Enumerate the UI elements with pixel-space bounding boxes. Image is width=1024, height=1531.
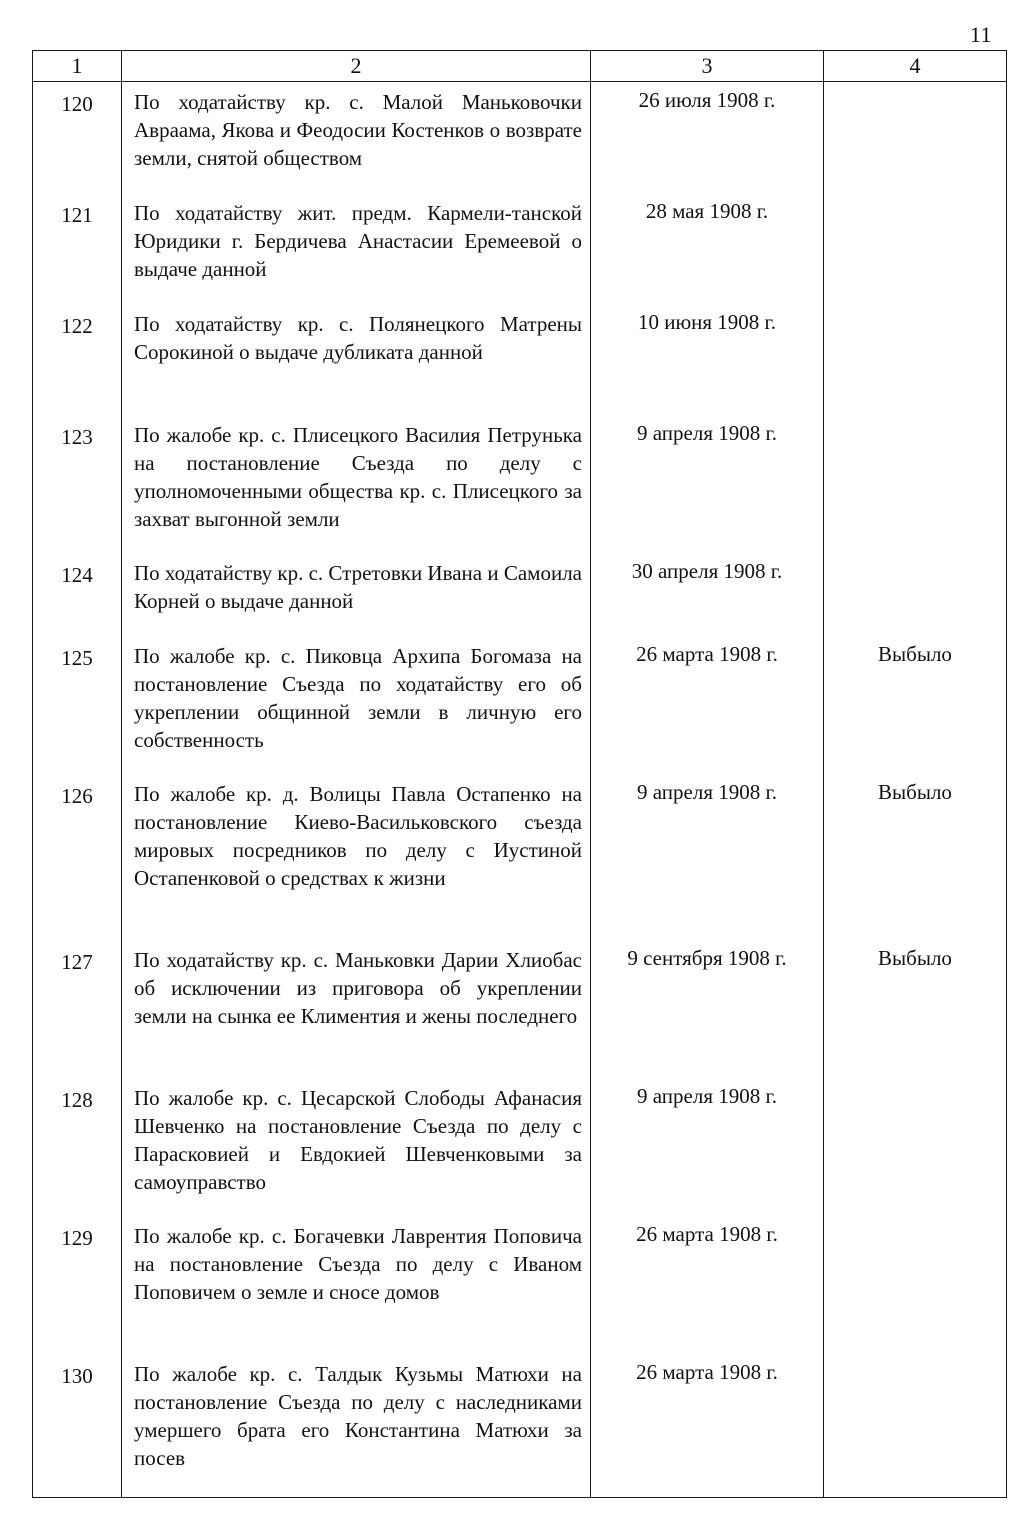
case-description: По ходатайству кр. с. Маньковки Дарии Хлиобас об исключении из приговора об укреплении земли на сынка ее Климентия и жены последнего <box>122 940 591 1078</box>
case-number: 125 <box>33 636 122 774</box>
case-number: 124 <box>33 553 122 636</box>
case-note: Выбыло <box>824 940 1007 1078</box>
case-note <box>824 1216 1007 1354</box>
table-row <box>33 1216 1007 1354</box>
case-description: По ходатайству кр. с. Стретовки Ивана и Самоила Корней о выдаче данной <box>122 553 591 636</box>
header-col-4: 4 <box>824 51 1007 82</box>
case-description: По жалобе кр. с. Богачевки Лаврентия Поповича на постановление Съезда по делу с Иваном Поповичем о земле и сносе домов <box>122 1216 591 1354</box>
header-col-3: 3 <box>591 51 824 82</box>
table-row <box>33 304 1007 415</box>
case-number: 128 <box>33 1078 122 1216</box>
case-date: 9 апреля 1908 г. <box>591 1078 824 1216</box>
case-number: 121 <box>33 193 122 304</box>
table-row <box>33 82 1007 193</box>
case-description: По жалобе кр. с. Пиковца Архипа Богомаза на постановление Съезда по ходатайству его об укреплении общинной земли в личную его собственность <box>122 636 591 774</box>
case-date: 30 апреля 1908 г. <box>591 553 824 636</box>
case-note: Выбыло <box>824 636 1007 774</box>
case-date: 9 апреля 1908 г. <box>591 774 824 940</box>
case-description: По жалобе кр. д. Волицы Павла Остапенко на постановление Киево-Васильковского съезда мировых посредников по делу с Иустиной Остапенковой о средствах к жизни <box>122 774 591 940</box>
page-number: 11 <box>969 22 992 47</box>
case-date: 26 марта 1908 г. <box>591 1216 824 1354</box>
case-date: 9 апреля 1908 г. <box>591 415 824 553</box>
table-row <box>33 553 1007 636</box>
case-number: 127 <box>33 940 122 1078</box>
table-row <box>33 193 1007 304</box>
table-row <box>33 1078 1007 1216</box>
case-description: По ходатайству жит. предм. Кармели-танской Юридики г. Бердичева Анастасии Еремеевой о выдаче данной <box>122 193 591 304</box>
case-number: 122 <box>33 304 122 415</box>
case-note <box>824 553 1007 636</box>
case-number: 129 <box>33 1216 122 1354</box>
table-row <box>33 774 1007 940</box>
table-row <box>33 1354 1007 1498</box>
case-number: 123 <box>33 415 122 553</box>
case-note <box>824 304 1007 415</box>
case-description: По ходатайству кр. с. Полянецкого Матрены Сорокиной о выдаче дубликата данной <box>122 304 591 415</box>
case-note <box>824 1078 1007 1216</box>
case-date: 28 мая 1908 г. <box>591 193 824 304</box>
case-note <box>824 1354 1007 1498</box>
register-table <box>32 50 1007 1498</box>
case-date: 9 сентября 1908 г. <box>591 940 824 1078</box>
case-note: Выбыло <box>824 774 1007 940</box>
table-row <box>33 940 1007 1078</box>
case-note <box>824 193 1007 304</box>
header-row <box>33 51 1007 82</box>
case-date: 26 марта 1908 г. <box>591 636 824 774</box>
case-note <box>824 82 1007 193</box>
case-number: 126 <box>33 774 122 940</box>
header-col-2: 2 <box>122 51 591 82</box>
case-description: По жалобе кр. с. Плисецкого Василия Петрунька на постановление Съезда по делу с уполномоченными общества кр. с. Плисецкого за захват выгонной земли <box>122 415 591 553</box>
table-row <box>33 415 1007 553</box>
case-date: 26 марта 1908 г. <box>591 1354 824 1498</box>
case-description: По жалобе кр. с. Цесарской Слободы Афанасия Шевченко на постановление Съезда по делу с Парасковией и Евдокией Шевченковыми за самоуправство <box>122 1078 591 1216</box>
case-description: По ходатайству кр. с. Малой Маньковочки Авраама, Якова и Феодосии Костенков о возврате земли, снятой обществом <box>122 82 591 193</box>
case-number: 120 <box>33 82 122 193</box>
table-row <box>33 636 1007 774</box>
case-number: 130 <box>33 1354 122 1498</box>
header-col-1: 1 <box>33 51 122 82</box>
case-date: 10 июня 1908 г. <box>591 304 824 415</box>
case-description: По жалобе кр. с. Талдык Кузьмы Матюхи на постановление Съезда по делу с наследниками умершего брата его Константина Матюхи за посев <box>122 1354 591 1498</box>
case-note <box>824 415 1007 553</box>
case-date: 26 июля 1908 г. <box>591 82 824 193</box>
